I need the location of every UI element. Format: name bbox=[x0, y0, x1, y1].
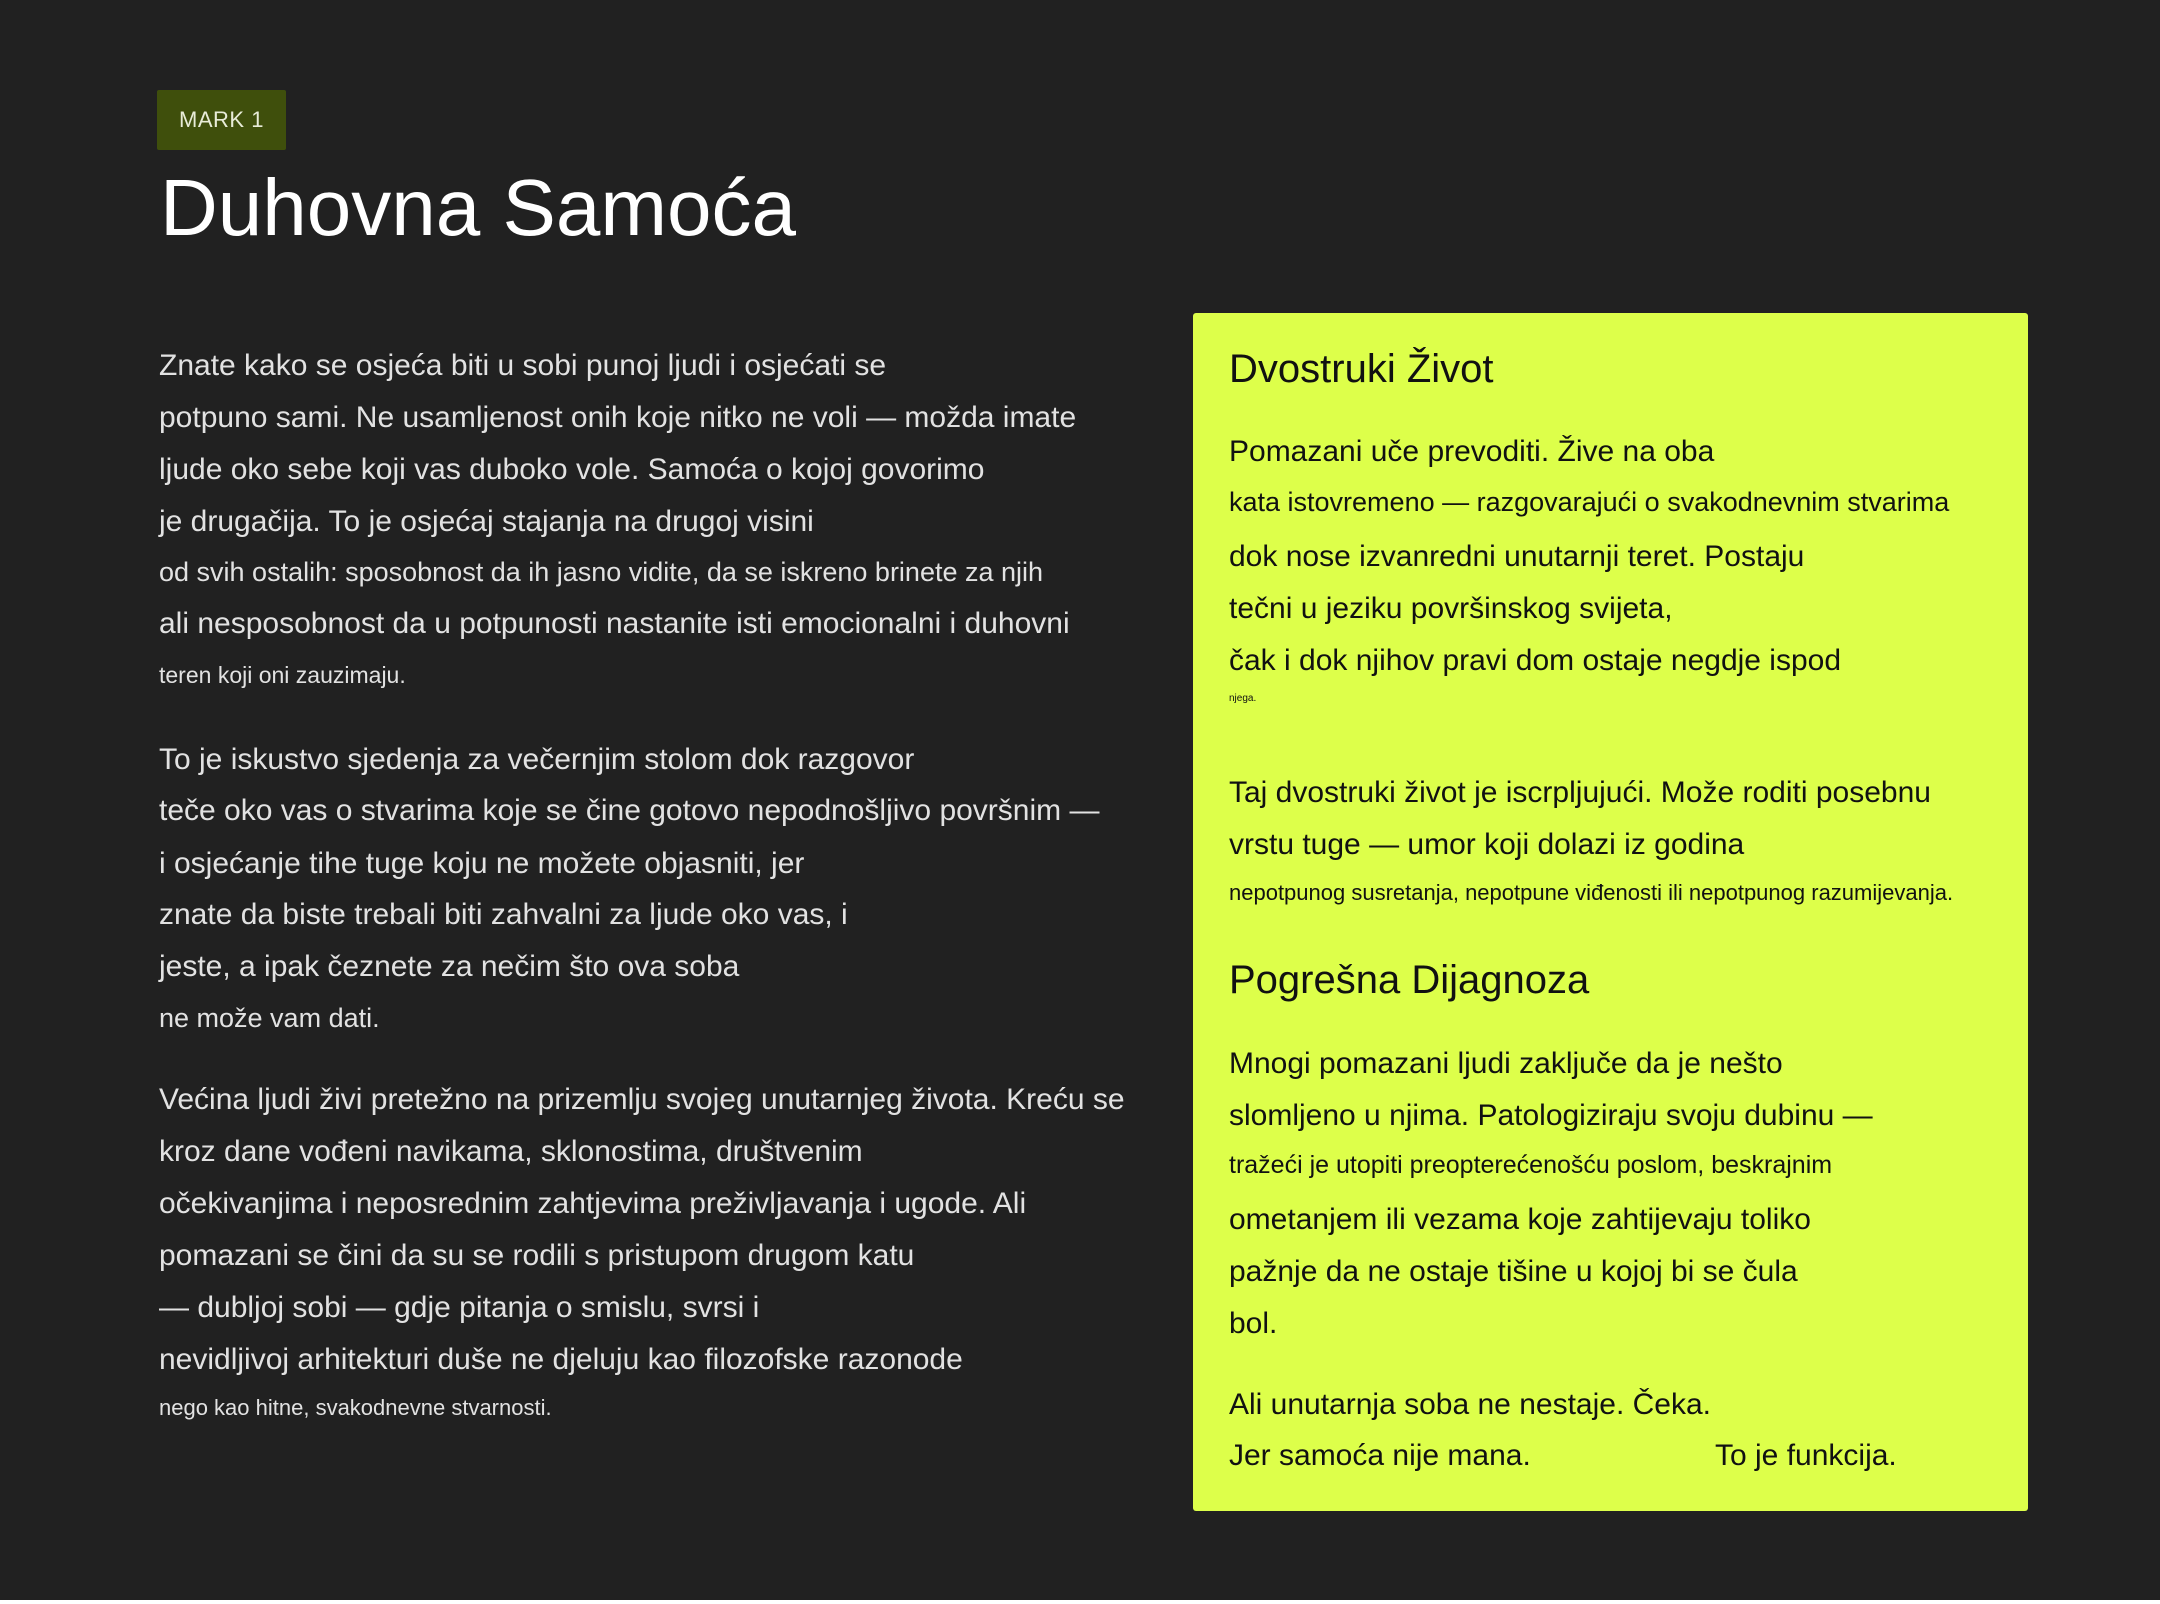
card-line: bol. bbox=[1229, 1307, 1278, 1340]
article-line: To je iskustvo sjedenja za večernjim stolom dok razgovor bbox=[159, 743, 915, 776]
article-line: Znate kako se osjeća biti u sobi punoj ljudi i osjećati se bbox=[159, 349, 887, 382]
page-title: Duhovna Samoća bbox=[160, 163, 796, 252]
article-line: teče oko vas o stvarima koje se čine gotovo nepodnošljivo površnim — bbox=[159, 794, 1100, 827]
card-line: To je funkcija. bbox=[1715, 1439, 1897, 1472]
article-line: očekivanjima i neposrednim zahtjevima preživljavanja i ugode. Ali bbox=[159, 1187, 1027, 1220]
article-line: kroz dane vođeni navikama, sklonostima, društvenim bbox=[159, 1135, 863, 1168]
article-line: — dubljoj sobi — gdje pitanja o smislu, svrsi i bbox=[159, 1291, 760, 1324]
card-line: čak i dok njihov pravi dom ostaje negdje ispod bbox=[1229, 644, 1842, 677]
card-line: ometanjem ili vezama koje zahtijevaju toliko bbox=[1229, 1203, 1811, 1236]
mark-badge: MARK 1 bbox=[157, 90, 286, 150]
card-line: vrstu tuge — umor koji dolazi iz godina bbox=[1229, 828, 1745, 861]
article-line: od svih ostalih: sposobnost da ih jasno vidite, da se iskreno brinete za njih bbox=[159, 557, 1044, 587]
article-line: jeste, a ipak čeznete za nečim što ova soba bbox=[159, 950, 740, 983]
card-line: njega. bbox=[1229, 693, 1257, 704]
card-line: pažnje da ne ostaje tišine u kojoj bi se čula bbox=[1229, 1255, 1798, 1288]
article-line: ljude oko sebe koji vas duboko vole. Samoća o kojoj govorimo bbox=[159, 453, 985, 486]
article-line: ne može vam dati. bbox=[159, 1003, 380, 1033]
card-line: Mnogi pomazani ljudi zaključe da je nešto bbox=[1229, 1047, 1783, 1080]
article-line: i osjećanje tihe tuge koju ne možete objasniti, jer bbox=[159, 847, 805, 880]
card-line: nepotpunog susretanja, nepotpune viđenosti ili nepotpunog razumijevanja. bbox=[1229, 880, 1954, 905]
card-line: Taj dvostruki život je iscrpljujući. Može roditi posebnu bbox=[1229, 776, 1931, 809]
card-heading-pogresna-dijagnoza: Pogrešna Dijagnoza bbox=[1229, 958, 1590, 1002]
card-line: kata istovremeno — razgovarajući o svakodnevnim stvarima bbox=[1229, 487, 1950, 517]
article-line: potpuno sami. Ne usamljenost onih koje nitko ne voli — možda imate bbox=[159, 401, 1077, 434]
article-line: nego kao hitne, svakodnevne stvarnosti. bbox=[159, 1395, 552, 1420]
card-line: dok nose izvanredni unutarnji teret. Postaju bbox=[1229, 540, 1805, 573]
card-line: tečni u jeziku površinskog svijeta, bbox=[1229, 592, 1673, 625]
card-line: Pomazani uče prevoditi. Žive na oba bbox=[1229, 435, 1715, 468]
card-line: Jer samoća nije mana. bbox=[1229, 1439, 1531, 1472]
article-line: teren koji oni zauzimaju. bbox=[159, 662, 406, 688]
card-heading-dvostruki-zivot: Dvostruki Život bbox=[1229, 347, 1494, 391]
article-line: ali nesposobnost da u potpunosti nastanite isti emocionalni i duhovni bbox=[159, 607, 1070, 640]
card-line: Ali unutarnja soba ne nestaje. Čeka. bbox=[1229, 1388, 1711, 1421]
bottom-edge bbox=[0, 1600, 2160, 1604]
highlight-card bbox=[1193, 313, 2028, 1511]
article-line: je drugačija. To je osjećaj stajanja na drugoj visini bbox=[159, 505, 814, 538]
article-line: nevidljivoj arhitekturi duše ne djeluju kao filozofske razonode bbox=[159, 1343, 963, 1376]
article-line: pomazani se čini da su se rodili s pristupom drugom katu bbox=[159, 1239, 915, 1272]
article-line: znate da biste trebali biti zahvalni za ljude oko vas, i bbox=[159, 898, 848, 931]
card-line: slomljeno u njima. Patologiziraju svoju dubinu — bbox=[1229, 1099, 1873, 1132]
article-line: Većina ljudi živi pretežno na prizemlju svojeg unutarnjeg života. Kreću se bbox=[159, 1083, 1125, 1116]
card-line: tražeći je utopiti preopterećenošću poslom, beskrajnim bbox=[1229, 1151, 1833, 1179]
